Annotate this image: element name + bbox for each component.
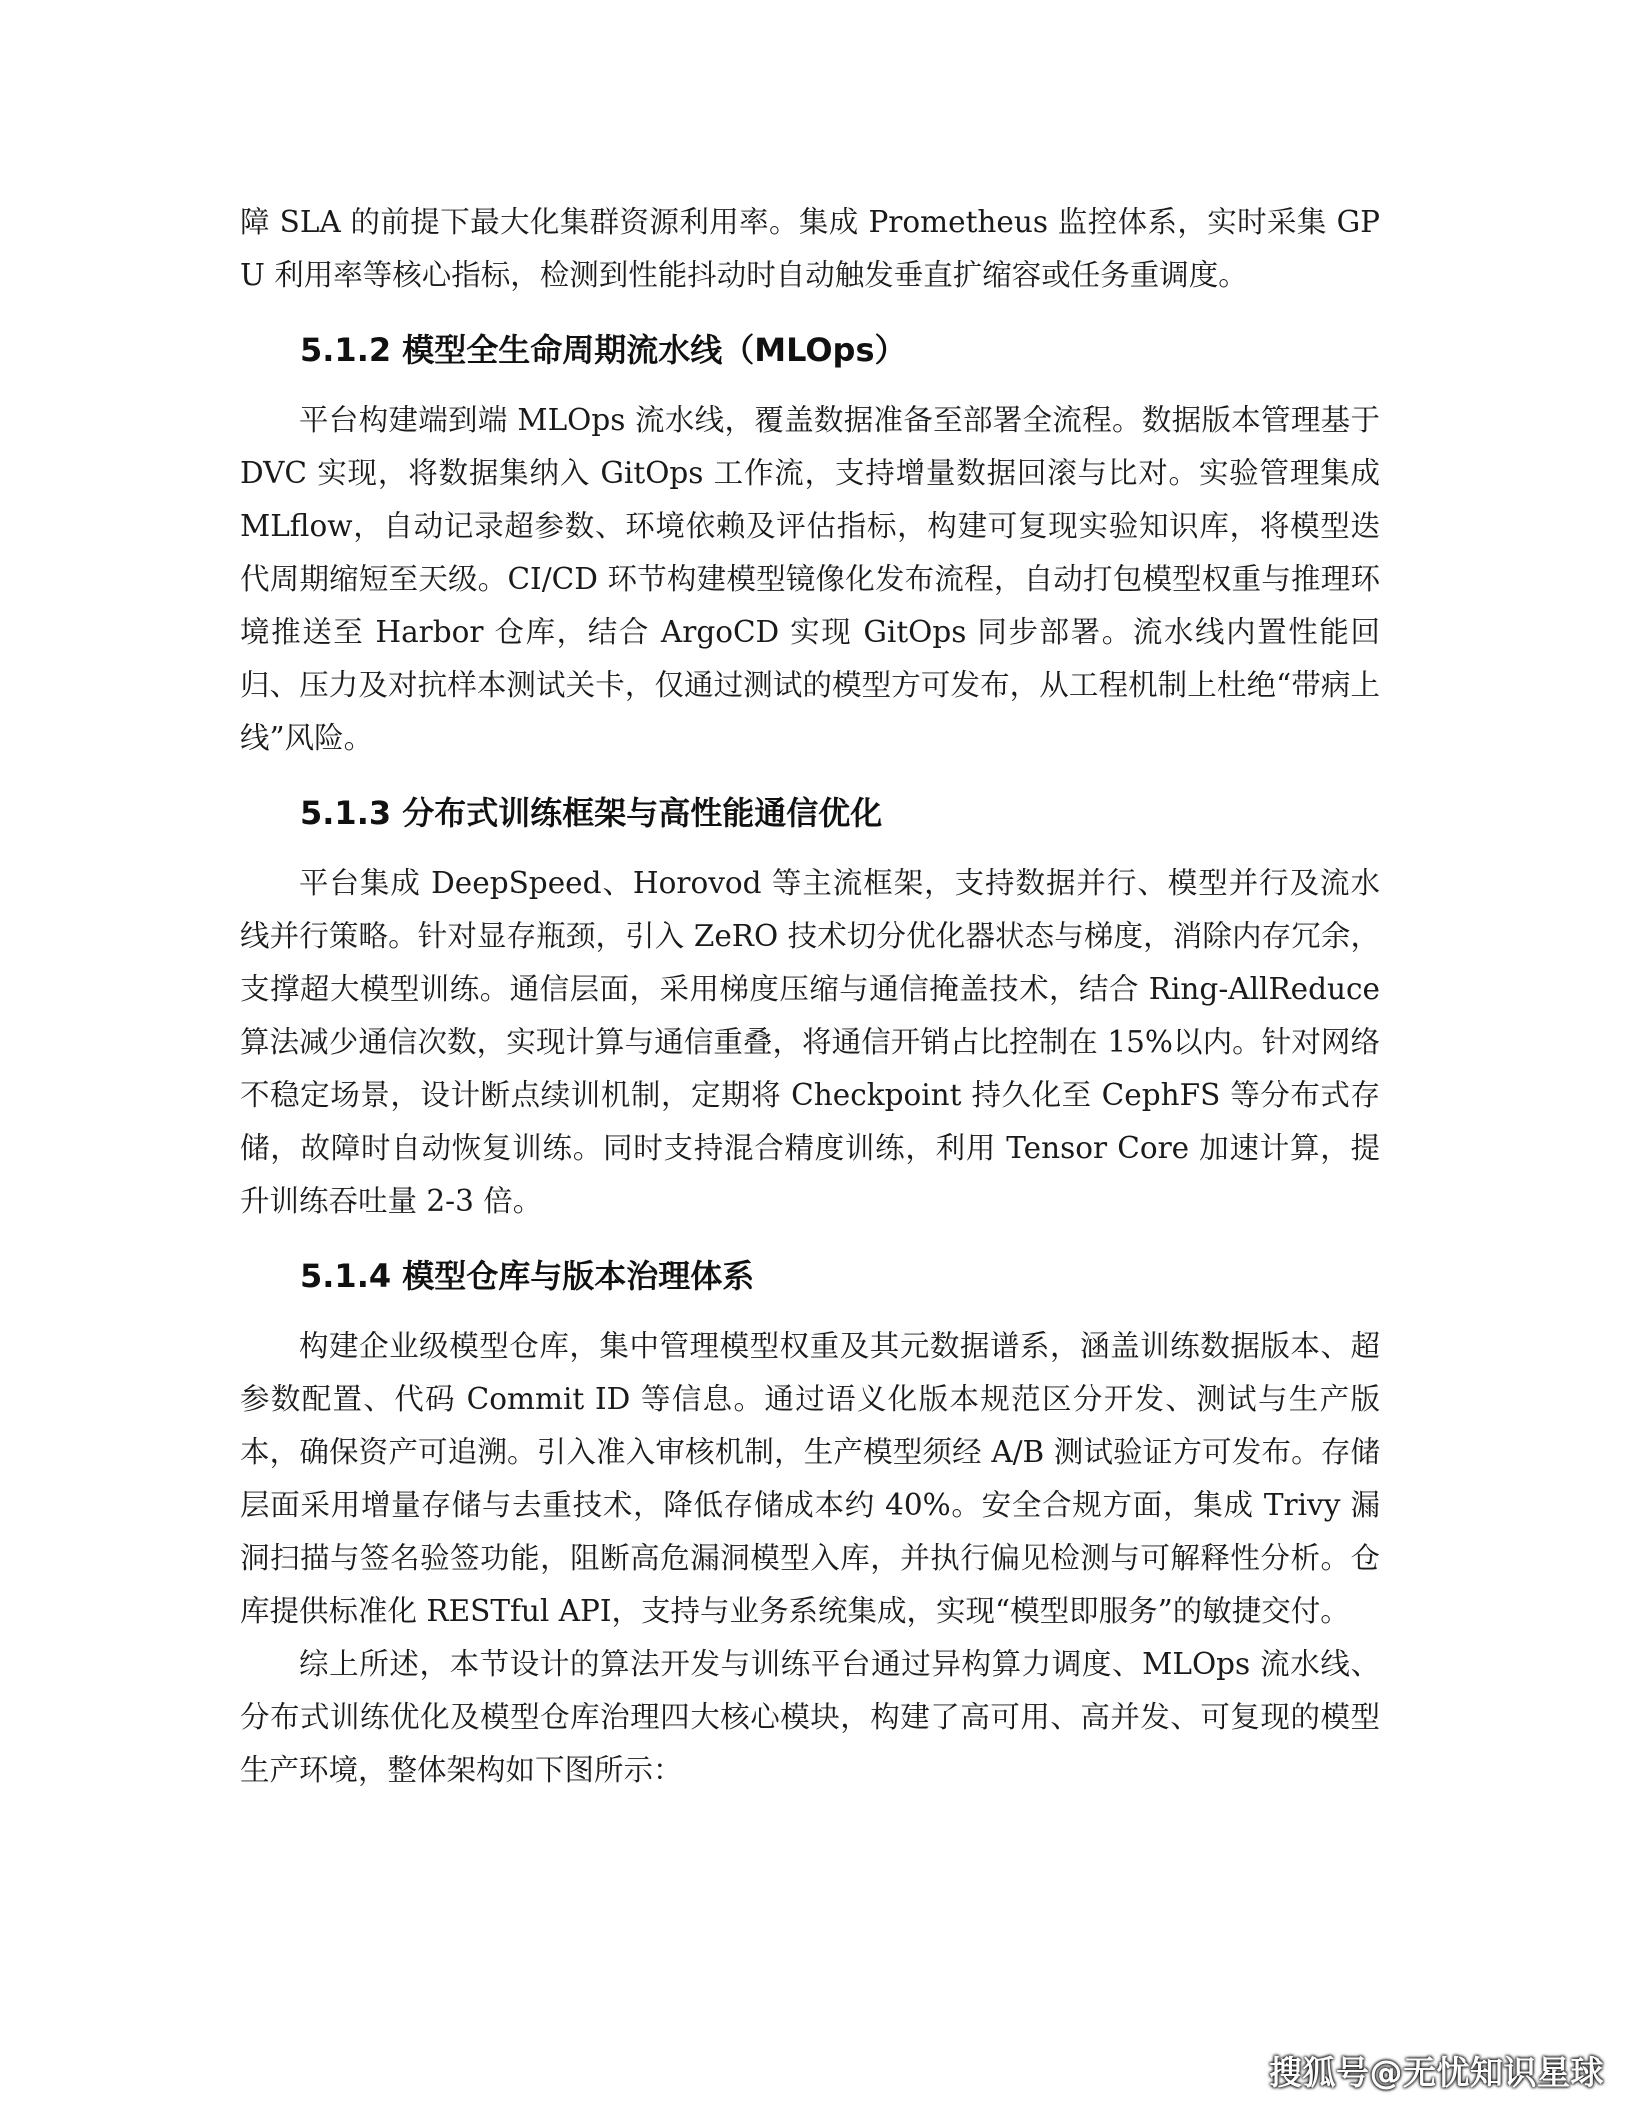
section-5-1-2-paragraph: 平台构建端到端 MLOps 流水线，覆盖数据准备至部署全流程。数据版本管理基于 DVC 实现，将数据集纳入 GitOps 工作流，支持增量数据回滚与比对。实验管理集成 MLflow，自动记录超参数、环境依赖及评估指标，构建可复现实验知识库，将模型迭代周期缩短至天级。CI/CD 环节构建模型镜像化发布流程，自动打包模型权重与推理环境推送至 Harbor 仓库，结合 ArgoCD 实现 GitOps 同步部署。流水线内置性能回归、压力及对抗样本测试关卡，仅通过测试的模型方可发布，从工程机制上杜绝“带病上线”风险。 [240, 403, 1380, 755]
intro-paragraph: 障 SLA 的前提下最大化集群资源利用率。集成 Prometheus 监控体系，实时采集 GPU 利用率等核心指标，检测到性能抖动时自动触发垂直扩缩容或任务重调度。 [240, 205, 1380, 292]
section-heading-5-1-2: 5.1.2 模型全生命周期流水线（MLOps） [300, 331, 907, 369]
section-5-1-4-paragraph: 构建企业级模型仓库，集中管理模型权重及其元数据谱系，涵盖训练数据版本、超参数配置、代码 Commit ID 等信息。通过语义化版本规范区分开发、测试与生产版本，确保资产可追溯。引入准入审核机制，生产模型须经 A/B 测试验证方可发布。存储层面采用增量存储与去重技术，降低存储成本约 40%。安全合规方面，集成 Trivy 漏洞扫描与签名验签功能，阻断高危漏洞模型入库，并执行偏见检测与可解释性分析。仓库提供标准化 RESTful API，支持与业务系统集成，实现“模型即服务”的敏捷交付。 [240, 1329, 1380, 1628]
section-heading-5-1-3: 5.1.3 分布式训练框架与高性能通信优化 [300, 794, 883, 832]
section-heading-5-1-4: 5.1.4 模型仓库与版本治理体系 [300, 1257, 755, 1295]
document-body [240, 196, 1380, 1797]
watermark-label: 搜狐号@无忧知识星球 [1269, 2053, 1604, 2092]
summary-paragraph: 综上所述，本节设计的算法开发与训练平台通过异构算力调度、MLOps 流水线、分布式训练优化及模型仓库治理四大核心模块，构建了高可用、高并发、可复现的模型生产环境，整体架构如下图所示： [240, 1647, 1380, 1787]
section-5-1-3-paragraph: 平台集成 DeepSpeed、Horovod 等主流框架，支持数据并行、模型并行及流水线并行策略。针对显存瓶颈，引入 ZeRO 技术切分优化器状态与梯度，消除内存冗余，支撑超大模型训练。通信层面，采用梯度压缩与通信掩盖技术，结合 Ring-AllReduce 算法减少通信次数，实现计算与通信重叠，将通信开销占比控制在 15%以内。针对网络不稳定场景，设计断点续训机制，定期将 Checkpoint 持久化至 CephFS 等分布式存储，故障时自动恢复训练。同时支持混合精度训练，利用 Tensor Core 加速计算，提升训练吞吐量 2-3 倍。 [240, 866, 1380, 1218]
